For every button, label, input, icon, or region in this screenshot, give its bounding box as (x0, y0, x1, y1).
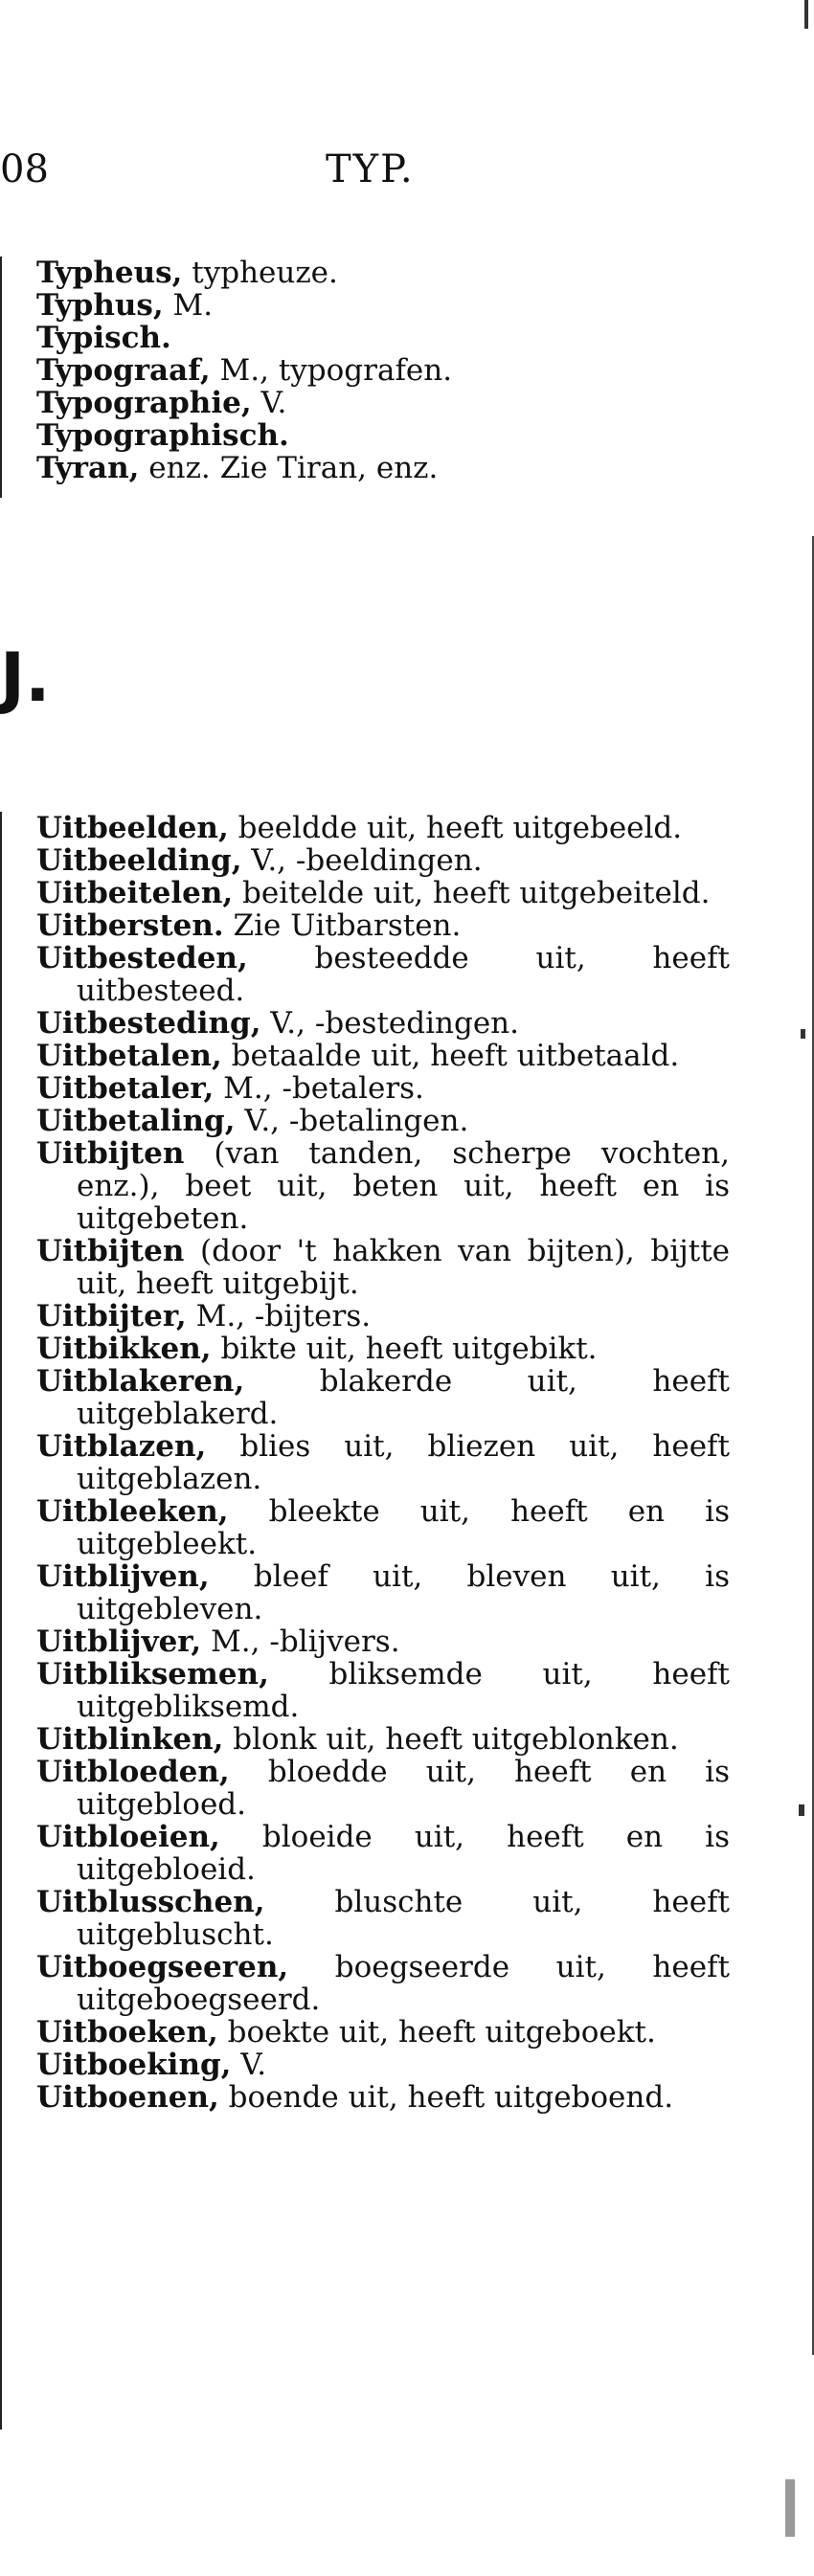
dictionary-entry (2, 419, 730, 452)
margin-mark (785, 2479, 795, 2537)
entry-headword: Uitbeitelen, (36, 876, 234, 910)
entry-definition: beitelde uit, heeft uitgebeiteld. (233, 876, 711, 910)
entry-definition: M., -blijvers. (201, 1624, 400, 1659)
entry-definition: boegseerde uit, heeft uitgeboegseerd. (77, 1950, 730, 2017)
dictionary-entry (2, 1658, 730, 1723)
dictionary-entry (2, 289, 730, 322)
dictionary-entry (2, 2049, 730, 2081)
entry-headword: Uitboeken, (36, 2015, 218, 2050)
dictionary-entry (2, 354, 730, 387)
dictionary-entry (2, 1723, 730, 1756)
entry-list-typ (2, 257, 787, 484)
entry-headword: Typograaf, (36, 353, 211, 388)
entry-headword: Uitbloeden, (36, 1755, 230, 1789)
entry-definition: (door 't hakken van bijten), bijtte uit, heeft uitgebijt. (77, 1234, 730, 1301)
entry-definition: blakerde uit, heeft uitgeblakerd. (77, 1364, 730, 1431)
entry-definition: bloedde uit, heeft en is uitgebloed. (77, 1755, 730, 1822)
entry-headword: Uitblusschen, (36, 1885, 265, 1919)
entry-headword: Uitbliksemen, (36, 1657, 269, 1691)
dictionary-entry (2, 1430, 730, 1495)
entry-headword: Uitbikken, (36, 1332, 212, 1366)
section-letter: J. (0, 638, 51, 717)
entry-definition: V., -bestedingen. (260, 1006, 519, 1041)
entry-headword: Typheus, (36, 256, 183, 290)
margin-mark (799, 1804, 804, 1816)
dictionary-entry (2, 1300, 730, 1333)
entry-headword: Uitbijten (36, 1136, 185, 1171)
entry-headword: Uitbloeien, (36, 1820, 220, 1854)
entry-headword: Uitbersten. (36, 908, 224, 943)
dictionary-entry (2, 844, 730, 877)
dictionary-entry (2, 1495, 730, 1560)
entry-definition: bloeide uit, heeft en is uitgebloeid. (77, 1820, 730, 1887)
dictionary-entry (2, 1040, 730, 1072)
entry-definition: besteedde uit, heeft uitbesteed. (77, 941, 730, 1008)
entry-headword: Uitbeelden, (36, 811, 229, 845)
entry-definition: blonk uit, heeft uitgeblonken. (223, 1722, 679, 1757)
entry-headword: Uitbleeken, (36, 1494, 229, 1529)
entry-definition: V., -beeldingen. (241, 843, 483, 878)
dictionary-entry (2, 1560, 730, 1625)
entry-headword: Uitboegseeren, (36, 1950, 289, 1984)
entry-headword: Uitblakeren, (36, 1364, 245, 1399)
entry-definition: bleef uit, bleven uit, is uitgebleven. (77, 1559, 730, 1626)
margin-mark (801, 1029, 805, 1039)
entry-list-uit (2, 812, 797, 2114)
entry-headword: Uitbetaler, (36, 1071, 215, 1106)
entry-headword: Typisch. (36, 321, 171, 355)
entry-headword: Typographie, (36, 386, 252, 420)
entry-headword: Uitbijten (36, 1234, 185, 1268)
entry-definition: bluschte uit, heeft uitgebluscht. (77, 1885, 730, 1952)
dictionary-entry (2, 387, 730, 419)
entry-definition: bliksemde uit, heeft uitgebliksemd. (77, 1657, 730, 1724)
entry-definition: typheuze. (182, 256, 338, 290)
page-number: 08 (0, 147, 49, 191)
dictionary-entry (2, 1886, 730, 1951)
entry-headword: Uitblinken, (36, 1722, 224, 1757)
dictionary-entry (2, 1072, 730, 1105)
dictionary-entry (2, 1235, 730, 1300)
entry-headword: Uitblijver, (36, 1624, 202, 1659)
dictionary-entry (2, 909, 730, 942)
entry-definition: V., -betalingen. (235, 1104, 469, 1138)
entry-definition: M., -betalers. (214, 1071, 424, 1106)
page-header (0, 146, 814, 193)
entry-headword: Uitbijter, (36, 1299, 187, 1333)
dictionary-entry (2, 1756, 730, 1821)
dictionary-entry (2, 1105, 730, 1137)
entry-definition: M., -bijters. (186, 1299, 372, 1333)
entry-headword: Uitbesteden, (36, 941, 248, 975)
entry-headword: Uitboeking, (36, 2048, 232, 2082)
entry-definition: betaalde uit, heeft uitbetaald. (221, 1039, 680, 1073)
entry-block-uit (0, 812, 797, 2430)
dictionary-entry (2, 452, 730, 484)
entry-headword: Uitbetaling, (36, 1104, 236, 1138)
entry-headword: Typhus, (36, 288, 164, 323)
entry-definition: V. (251, 386, 287, 420)
dictionary-entry (2, 2081, 730, 2114)
dictionary-entry (2, 1333, 730, 1365)
entry-definition: (van tanden, scherpe vochten, enz.), beet uit, beten uit, heeft en is uitgebeten. (77, 1136, 730, 1236)
entry-definition: M. (163, 288, 214, 323)
dictionary-entry (2, 942, 730, 1007)
entry-definition: V. (231, 2048, 267, 2082)
dictionary-entry (2, 1821, 730, 1886)
entry-definition: blies uit, bliezen uit, heeft uitgeblazen. (77, 1429, 730, 1496)
running-head: TYP. (326, 147, 415, 191)
entry-definition: beeldde uit, heeft uitgebeeld. (228, 811, 683, 845)
entry-definition: M., typografen. (210, 353, 453, 388)
entry-definition: enz. Zie Tiran, enz. (139, 451, 439, 485)
dictionary-entry (2, 322, 730, 354)
entry-definition: boekte uit, heeft uitgeboekt. (217, 2015, 656, 2050)
entry-headword: Typographisch. (36, 418, 289, 453)
entry-definition: Zie Uitbarsten. (223, 908, 462, 943)
dictionary-entry (2, 812, 730, 844)
dictionary-entry (2, 1137, 730, 1235)
entry-headword: Uitblijven, (36, 1559, 210, 1594)
dictionary-entry (2, 257, 730, 289)
entry-headword: Uitbeelding, (36, 843, 242, 878)
entry-headword: Uitblazen, (36, 1429, 207, 1464)
entry-headword: Uitboenen, (36, 2080, 219, 2115)
entry-headword: Uitbesteding, (36, 1006, 261, 1041)
entry-definition: bleekte uit, heeft en is uitgebleekt. (77, 1494, 730, 1561)
dictionary-entry (2, 1365, 730, 1430)
entry-headword: Tyran, (36, 451, 140, 485)
margin-mark (804, 0, 808, 29)
entry-headword: Uitbetalen, (36, 1039, 222, 1073)
entry-definition: bikte uit, heeft uitgebikt. (211, 1332, 598, 1366)
dictionary-entry (2, 1007, 730, 1040)
dictionary-entry (2, 877, 730, 909)
entry-block-typ (0, 257, 787, 498)
dictionary-entry (2, 2016, 730, 2049)
entry-definition: boende uit, heeft uitgeboend. (218, 2080, 674, 2115)
dictionary-entry (2, 1625, 730, 1658)
dictionary-entry (2, 1951, 730, 2016)
